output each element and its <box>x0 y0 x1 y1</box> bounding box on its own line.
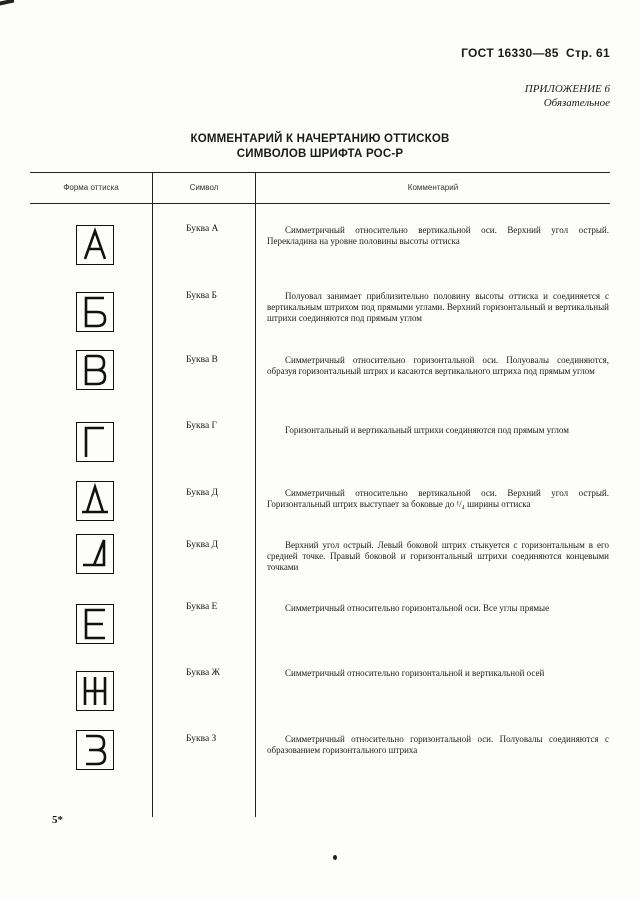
table-top-rule <box>30 172 610 173</box>
glyph-be <box>76 292 114 332</box>
symbol-label: Буква Г <box>186 421 218 431</box>
page-mark: 5* <box>52 814 63 826</box>
title-line-2: СИМВОЛОВ ШРИФТА РОС-Р <box>236 148 404 160</box>
comment-text: Симметричный относительно горизонтальной оси. Все углы прямые <box>285 603 550 613</box>
glyph-ye <box>76 604 114 644</box>
table-header-rule <box>30 203 610 204</box>
symbol-label: Буква В <box>186 355 218 365</box>
glyph-de-variant <box>76 534 114 574</box>
glyph-ze <box>76 730 114 770</box>
glyph-ge <box>76 422 114 462</box>
comment-text: Горизонтальный и вертикальный штрихи соединяются под прямым углом <box>285 425 569 435</box>
column-header-symbol: Символ <box>189 183 219 192</box>
scan-corner-mark <box>0 0 14 5</box>
glyph-a <box>76 225 114 265</box>
appendix-label <box>525 82 610 110</box>
symbol-label: Буква Ж <box>186 668 221 678</box>
symbol-label: Буква Д <box>186 540 219 550</box>
title-line-1: КОММЕНТАРИЙ К НАЧЕРТАНИЮ ОТТИСКОВ <box>190 133 450 145</box>
scan-speck <box>333 855 337 860</box>
comment-text: Симметричный относительно горизонтальной оси. Полуовалы соединяются с образованием горизонтального штриха <box>267 734 609 755</box>
column-divider-2 <box>255 172 256 817</box>
comment-text: Симметричный относительно вертикальной оси. Верхний угол острый. Перекладина на уровне половины высоты оттиска <box>267 225 609 246</box>
symbol-label: Буква З <box>186 734 217 744</box>
column-header-form: Форма оттиска <box>63 183 119 192</box>
symbol-label: Буква Д <box>186 488 219 498</box>
comment-text: Симметричный относительно вертикальной оси. Верхний угол острый. Горизонтальный штрих выступает за боковые до ¹/₄ ширины оттиска <box>267 488 609 509</box>
symbol-label: Буква А <box>186 224 219 234</box>
glyph-ve <box>76 350 114 390</box>
standard-number: ГОСТ 16330—85 <box>461 46 559 60</box>
page-header <box>461 46 610 60</box>
appendix-title: ПРИЛОЖЕНИЕ 6 <box>524 83 610 95</box>
column-divider-1 <box>152 172 153 817</box>
column-header-comment: Комментарий <box>407 183 459 192</box>
symbol-label: Буква Е <box>186 602 218 612</box>
symbol-label: Буква Б <box>186 291 217 301</box>
document-title <box>0 132 640 162</box>
comment-text: Полуовал занимает приблизительно половину высоты оттиска и соединяется с вертикальным штрихом под прямыми углами. Верхний горизонтальный и вертикальный штрихи соединяются под прямым углом <box>267 291 609 323</box>
comment-text: Верхний угол острый. Левый боковой штрих стыкуется с горизонтальным в его средней точке. Правый боковой и горизонтальный штрихи соединяются концевыми точками <box>267 540 609 572</box>
glyph-zhe <box>76 671 114 711</box>
glyph-de <box>76 481 114 521</box>
comment-text: Симметричный относительно горизонтальной оси. Полуовалы соединяются, образуя горизонтальный штрих и касаются вертикального штриха под прямым углом <box>267 355 609 376</box>
page-number: Стр. 61 <box>566 46 610 60</box>
comment-text: Симметричный относительно горизонтальной и вертикальной осей <box>285 668 545 678</box>
appendix-status: Обязательное <box>543 97 610 109</box>
